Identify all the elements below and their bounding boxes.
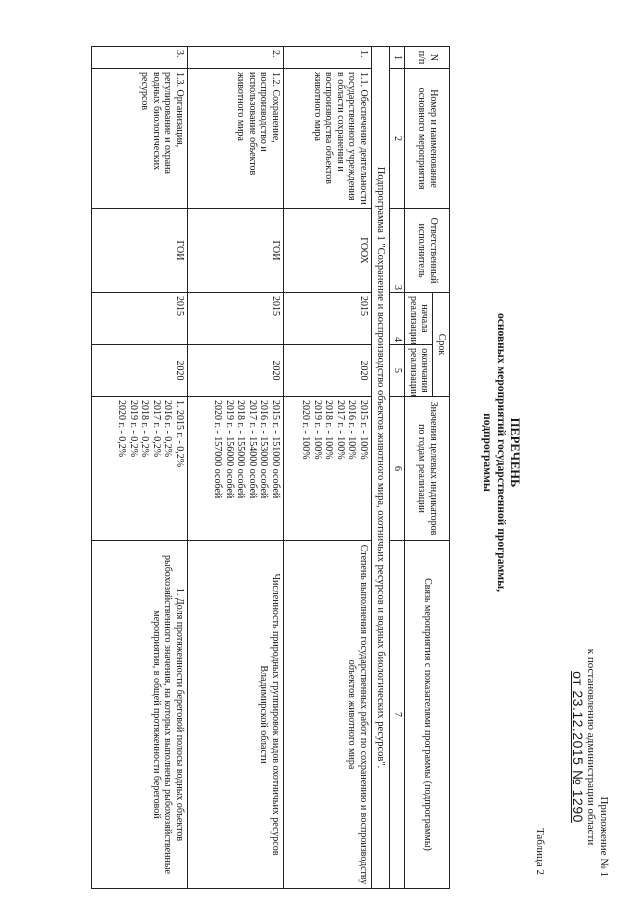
row-indicators bbox=[188, 397, 284, 541]
indicator-value: 2019 г. - 100% bbox=[312, 400, 323, 460]
indicator-value: 2015 г. - 100% bbox=[358, 400, 369, 460]
appendix-reference: к постановлению администрации области bbox=[585, 648, 597, 846]
indicator-value: 2018 г. - 100% bbox=[323, 400, 335, 460]
indicator-value: 2016 г. - 153000 особей bbox=[258, 400, 270, 499]
row-executor: ГОИ bbox=[92, 209, 188, 293]
column-number: 2 bbox=[390, 69, 405, 209]
indicator-value: 2018 г. - 0,2% bbox=[139, 400, 151, 458]
header-indicators: Значения целевых индикаторов по годам реализации bbox=[405, 397, 450, 541]
document-title bbox=[480, 0, 522, 905]
title-line-3: подпрограммы bbox=[481, 413, 493, 492]
header-term: Срок bbox=[433, 293, 450, 397]
row-name: 1.2. Сохранение, воспроизводство и использование объектов животного мира bbox=[188, 69, 284, 209]
column-number: 4 bbox=[390, 293, 405, 345]
header-executor: Ответственный исполнитель bbox=[405, 209, 450, 293]
title-line-1: ПЕРЕЧЕНЬ bbox=[508, 417, 522, 488]
subprogram-row bbox=[372, 47, 391, 889]
row-name: 1.3. Организация, регулирование и охрана водных биологических ресурсов bbox=[92, 69, 188, 209]
table-row bbox=[92, 47, 188, 889]
table-row bbox=[284, 47, 372, 889]
row-link: Степень выполнения государственных работ по сохранению и воспроизводству объектов животного мира bbox=[284, 541, 372, 889]
row-executor: ГОИ bbox=[188, 209, 284, 293]
indicator-value: 2018 г. - 155000 особей bbox=[235, 400, 247, 499]
header-link: Связь мероприятия с показателями программы (подпрограммы) bbox=[405, 541, 450, 889]
table-row bbox=[188, 47, 284, 889]
indicator-value: 2017 г. - 154000 особей bbox=[247, 400, 258, 499]
row-end: 2020 bbox=[92, 345, 188, 397]
column-number: 3 bbox=[390, 209, 405, 293]
row-link: 1. Доля протяженности береговой полосы водных объектов рыбохозяйственного значения, на которых выполнены рыбохозяйственные мероприятия, в общей протяженности береговой bbox=[92, 541, 188, 889]
indicator-value: 2017 г. - 100% bbox=[335, 400, 346, 460]
indicator-value: 2020 г. - 100% bbox=[300, 400, 312, 460]
header-start: начала реализации bbox=[405, 293, 433, 345]
column-number: 5 bbox=[390, 345, 405, 397]
column-number: 6 bbox=[390, 397, 405, 541]
row-start: 2015 bbox=[188, 293, 284, 345]
appendix-date-number: от 23.12.2015 № 1290 bbox=[570, 671, 586, 823]
header-end: окончания реализации bbox=[405, 345, 433, 397]
indicator-value: 2016 г. - 0,2% bbox=[162, 400, 174, 458]
indicator-value: 2015 г. - 151000 особей bbox=[270, 400, 281, 499]
column-number: 7 bbox=[390, 541, 405, 889]
indicator-value: 2020 г. - 0,2% bbox=[116, 400, 128, 458]
row-end: 2020 bbox=[284, 345, 372, 397]
header-name: Номер и наименование основного мероприятия bbox=[405, 69, 450, 209]
indicator-value: 1. 2015 г. - 0,2% bbox=[174, 400, 185, 468]
subprogram-title: Подпрограмма 1 "Сохранение и воспроизводство объектов животного мира, охотничьих ресурсов и водных биологических ресурсов". bbox=[372, 47, 391, 889]
indicator-value: 2019 г. - 156000 особей bbox=[224, 400, 235, 499]
row-num: 1. bbox=[284, 47, 372, 69]
row-end: 2020 bbox=[188, 345, 284, 397]
indicator-value: 2016 г. - 100% bbox=[346, 400, 358, 460]
indicator-value: 2020 г. - 157000 особей bbox=[212, 400, 224, 499]
table-label: Таблица 2 bbox=[534, 827, 546, 875]
row-start: 2015 bbox=[92, 293, 188, 345]
measures-table bbox=[91, 46, 450, 889]
indicator-value: 2019 г. - 0,2% bbox=[128, 400, 139, 458]
row-indicators bbox=[284, 397, 372, 541]
appendix-number: Приложение № 1 bbox=[598, 796, 610, 877]
row-indicators bbox=[92, 397, 188, 541]
row-name: 1.1. Обеспечение деятельности государственного учреждения в области сохранения и воспроизводства объектов животного мира bbox=[284, 69, 372, 209]
header-num: N п/п bbox=[405, 47, 450, 69]
title-line-2: основных мероприятий государственной программы, bbox=[495, 313, 507, 592]
row-executor: ГООХ bbox=[284, 209, 372, 293]
appendix-block bbox=[571, 617, 610, 877]
indicator-value: 2017 г. - 0,2% bbox=[151, 400, 162, 458]
row-start: 2015 bbox=[284, 293, 372, 345]
column-number-row bbox=[390, 47, 405, 889]
column-number: 1 bbox=[390, 47, 405, 69]
row-num: 2. bbox=[188, 47, 284, 69]
row-link: Численность природных группировок видов охотничьих ресурсов Владимирской области bbox=[188, 541, 284, 889]
row-num: 3. bbox=[92, 47, 188, 69]
